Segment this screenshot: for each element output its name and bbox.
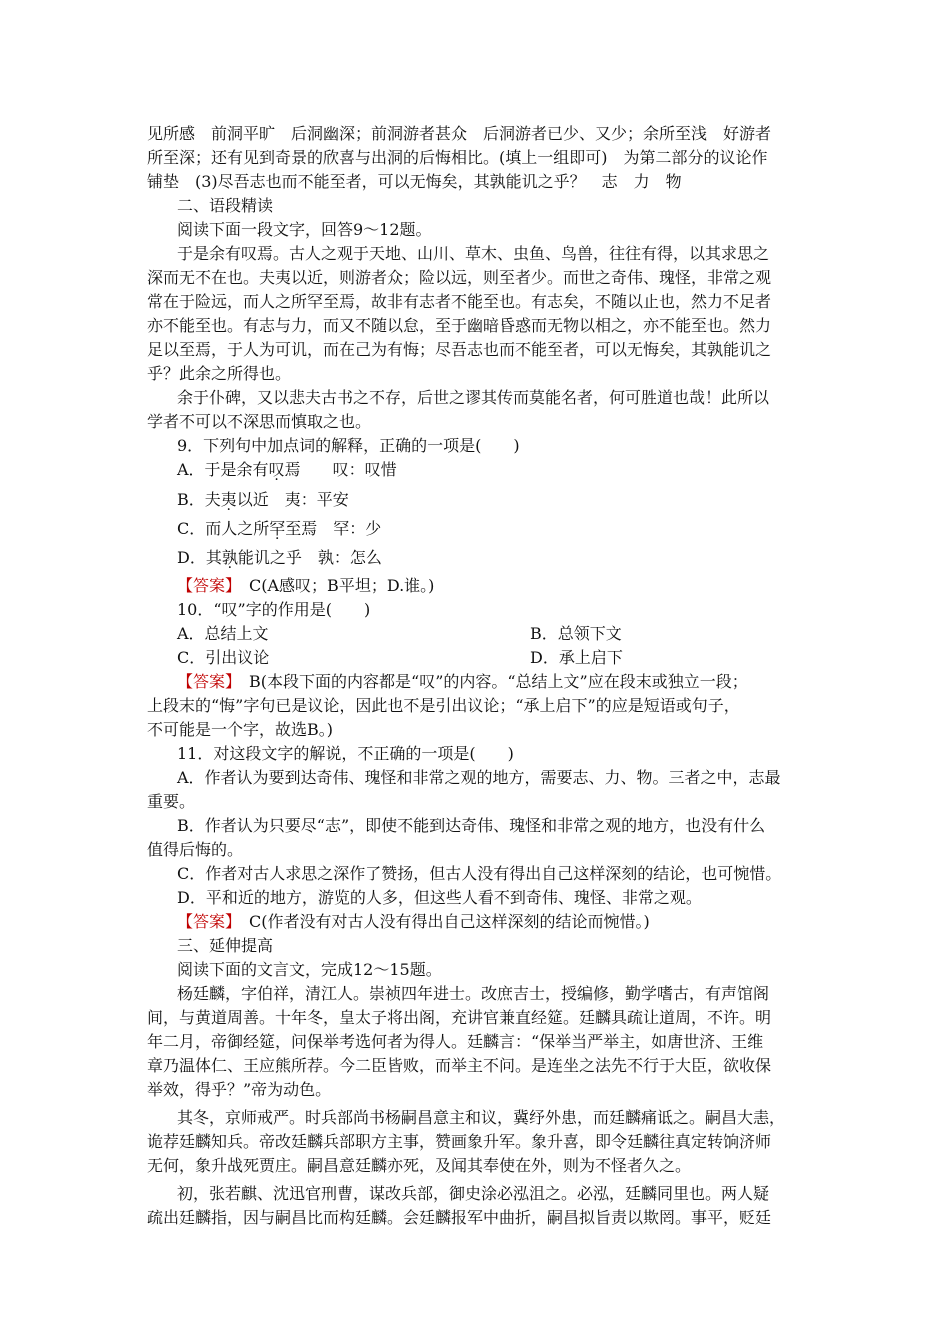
section-heading: 三、延伸提高 bbox=[177, 936, 274, 955]
passage-line: 诡荐廷麟知兵。帝改廷麟兵部职方主事，赞画象升军。象升喜，即令廷麟往真定转饷济师 bbox=[147, 1132, 772, 1151]
answer-10-line: 不可能是一个字，故选B。) bbox=[147, 720, 334, 739]
answer-tag: 【答案】 bbox=[177, 672, 234, 691]
answer-9: 【答案】 C(A感叹；B平坦；D.谁。) bbox=[177, 576, 435, 595]
q10-option-d: D．承上启下 bbox=[530, 648, 623, 667]
passage-line: 章乃温体仁、王应熊所荐。今二臣皆败，而举主不问。是连坐之法先不行于大臣，欲收保 bbox=[147, 1056, 772, 1075]
q11-option-a: A．作者认为要到达奇伟、瑰怪和非常之观的地方，需要志、力、物。三者之中，志最 bbox=[177, 768, 781, 787]
passage-line: 余于仆碑，又以悲夫古书之不存，后世之谬其传而莫能名者，何可胜道也哉！此所以 bbox=[177, 388, 770, 407]
q10-option-a: A．总结上文 bbox=[177, 624, 269, 643]
passage-line: 初，张若麒、沈迅官刑曹，谋改兵部，御史涂必泓沮之。必泓，廷麟同里也。两人疑 bbox=[177, 1184, 770, 1203]
passage-line: 乎？此余之所得也。 bbox=[147, 364, 292, 383]
answer-tag: 【答案】 bbox=[177, 912, 234, 931]
instruction-line: 阅读下面一段文字，回答9～12题。 bbox=[177, 220, 432, 239]
passage-line: 其冬，京师戒严。时兵部尚书杨嗣昌意主和议，冀纾外患，而廷麟痛诋之。嗣昌大恚， bbox=[177, 1108, 786, 1127]
dotted-word: 罕 bbox=[269, 519, 286, 538]
passage-line: 无何，象升战死贾庄。嗣昌意廷麟亦死，及闻其奉使在外，则为不怪者久之。 bbox=[147, 1156, 692, 1175]
passage-line: 足以至焉，于人为可讥，而在己为有悔；尽吾志也而不能至者，可以无悔矣，其孰能讥之 bbox=[147, 340, 772, 359]
q11-option-b-cont: 值得后悔的。 bbox=[147, 840, 244, 859]
q11-option-c: C．作者对古人求思之深作了赞扬，但古人没有得出自己这样深刻的结论，也可惋惜。 bbox=[177, 864, 782, 883]
answer-10-line: 上段末的“悔”字句已是议论，因此也不是引出议论；“承上启下”的应是短语或句子， bbox=[147, 696, 740, 715]
instruction-line: 阅读下面的文言文，完成12～15题。 bbox=[177, 960, 442, 979]
passage-line: 学者不可以不深思而慎取之也。 bbox=[147, 412, 372, 431]
question-10: 10．“叹”字的作用是( ) bbox=[177, 600, 371, 619]
q9-option-b: B．夫夷以近 夷：平安 bbox=[177, 490, 349, 509]
q9-option-d: D．其孰能讥之乎 孰：怎么 bbox=[177, 548, 382, 567]
passage-line: 间，与黄道周善。十年冬，皇太子将出阁，充讲官兼直经筵。廷麟具疏让道周，不许。明 bbox=[147, 1008, 772, 1027]
q9-option-a: A．于是余有叹焉 叹：叹惜 bbox=[177, 460, 397, 479]
q10-option-b: B．总领下文 bbox=[530, 624, 622, 643]
passage-line: 杨廷麟，字伯祥，清江人。崇祯四年进士。改庶吉士，授编修，勤学嗜古，有声馆阁 bbox=[177, 984, 770, 1003]
question-9: 9．下列句中加点词的解释，正确的一项是( ) bbox=[177, 436, 520, 455]
passage-line: 常在于险远，而人之所罕至焉，故非有志者不能至也。有志矣，不随以止也，然力不足者 bbox=[147, 292, 772, 311]
dotted-word: 叹 bbox=[268, 460, 285, 479]
q11-option-a-cont: 重要。 bbox=[147, 792, 196, 811]
passage-line: 疏出廷麟指，因与嗣昌比而构廷麟。会廷麟报军中曲折，嗣昌拟旨责以欺罔。事平，贬廷 bbox=[147, 1208, 772, 1227]
text-line: 铺垫 (3)尽吾志也而不能至者，可以无悔矣，其孰能讥之乎？ 志 力 物 bbox=[147, 172, 682, 191]
answer-10: 【答案】 B(本段下面的内容都是“叹”的内容。“总结上文”应在段末或独立一段； bbox=[177, 672, 748, 691]
passage-line: 年二月，帝御经筵，问保举考选何者为得人。廷麟言：“保举当严举主，如唐世济、王维 bbox=[147, 1032, 764, 1051]
q9-option-c: C．而人之所罕至焉 罕：少 bbox=[177, 519, 382, 538]
passage-line: 亦不能至也。有志与力，而又不随以怠，至于幽暗昏惑而无物以相之，亦不能至也。然力 bbox=[147, 316, 772, 335]
q11-option-b: B．作者认为只要尽“志”，即使不能到达奇伟、瑰怪和非常之观的地方，也没有什么 bbox=[177, 816, 766, 835]
section-heading: 二、语段精读 bbox=[177, 196, 274, 215]
q10-option-c: C．引出议论 bbox=[177, 648, 270, 667]
passage-line: 举效，得乎？”帝为动色。 bbox=[147, 1080, 332, 1099]
q11-option-d: D．平和近的地方，游览的人多，但这些人看不到奇伟、瑰怪、非常之观。 bbox=[177, 888, 702, 907]
passage-line: 深而无不在也。夫夷以近，则游者众；险以远，则至者少。而世之奇伟、瑰怪，非常之观 bbox=[147, 268, 772, 287]
passage-line: 于是余有叹焉。古人之观于天地、山川、草木、虫鱼、鸟兽，往往有得，以其求思之 bbox=[177, 244, 770, 263]
answer-11: 【答案】 C(作者没有对古人没有得出自己这样深刻的结论而惋惜。) bbox=[177, 912, 650, 931]
answer-tag: 【答案】 bbox=[177, 576, 234, 595]
text-line: 见所感 前洞平旷 后洞幽深；前洞游者甚众 后洞游者已少、又少；余所至浅 好游者 bbox=[147, 124, 772, 143]
dotted-word: 夷 bbox=[220, 490, 237, 509]
text-line: 所至深；还有见到奇景的欣喜与出洞的后悔相比。(填上一组即可) 为第二部分的议论作 bbox=[147, 148, 768, 167]
dotted-word: 孰 bbox=[221, 548, 238, 567]
question-11: 11．对这段文字的解说，不正确的一项是( ) bbox=[177, 744, 514, 763]
